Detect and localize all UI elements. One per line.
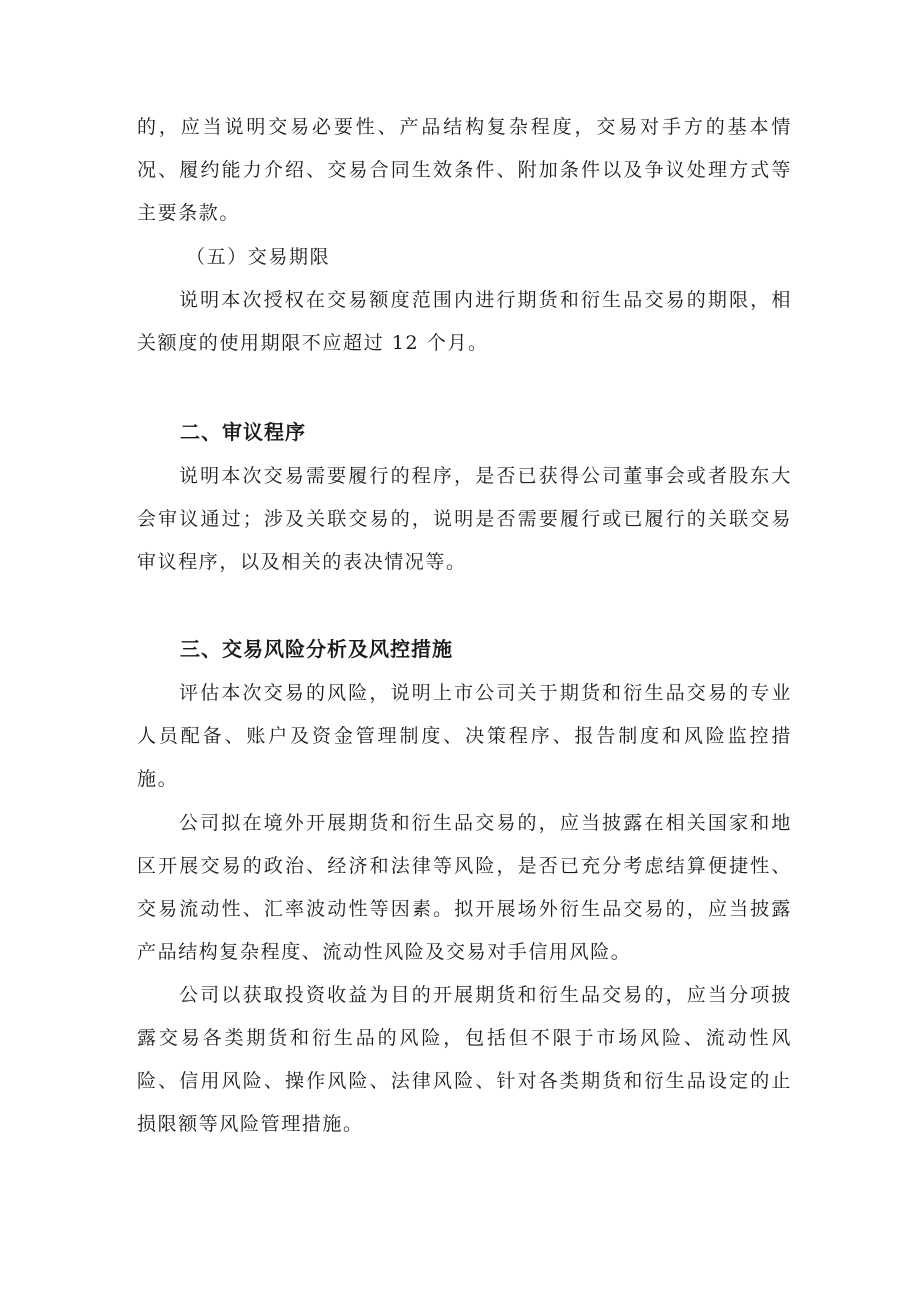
paragraph-term: 说明本次授权在交易额度范围内进行期货和衍生品交易的期限，相关额度的使用期限不应超过 12 个月。 [137, 289, 792, 354]
section-heading-review-procedure: 二、审议程序 [180, 420, 306, 444]
paragraph-investment-risk: 公司以获取投资收益为目的开展期货和衍生品交易的，应当分项披露交易各类期货和衍生品的风险，包括但不限于市场风险、流动性风险、信用风险、操作风险、法律风险、针对各类期货和衍生品设定的止损限额等风险管理措施。 [137, 984, 792, 1135]
paragraph-review-procedure: 说明本次交易需要履行的程序，是否已获得公司董事会或者股东大会审议通过；涉及关联交易的，说明是否需要履行或已履行的关联交易审议程序，以及相关的表决情况等。 [137, 465, 792, 573]
section-heading-risk-analysis: 三、交易风险分析及风控措施 [180, 637, 453, 661]
paragraph-overseas-risk: 公司拟在境外开展期货和衍生品交易的，应当披露在相关国家和地区开展交易的政治、经济和法律等风险，是否已充分考虑结算便捷性、交易流动性、汇率波动性等因素。拟开展场外衍生品交易的，应当披露产品结构复杂程度、流动性风险及交易对手信用风险。 [137, 812, 792, 963]
paragraph-continuation: 的，应当说明交易必要性、产品结构复杂程度，交易对手方的基本情况、履约能力介绍、交易合同生效条件、附加条件以及争议处理方式等主要条款。 [137, 116, 792, 224]
subsection-heading-term: （五）交易期限 [186, 246, 331, 268]
paragraph-risk-assessment: 评估本次交易的风险，说明上市公司关于期货和衍生品交易的专业人员配备、账户及资金管理制度、决策程序、报告制度和风险监控措施。 [137, 682, 792, 790]
